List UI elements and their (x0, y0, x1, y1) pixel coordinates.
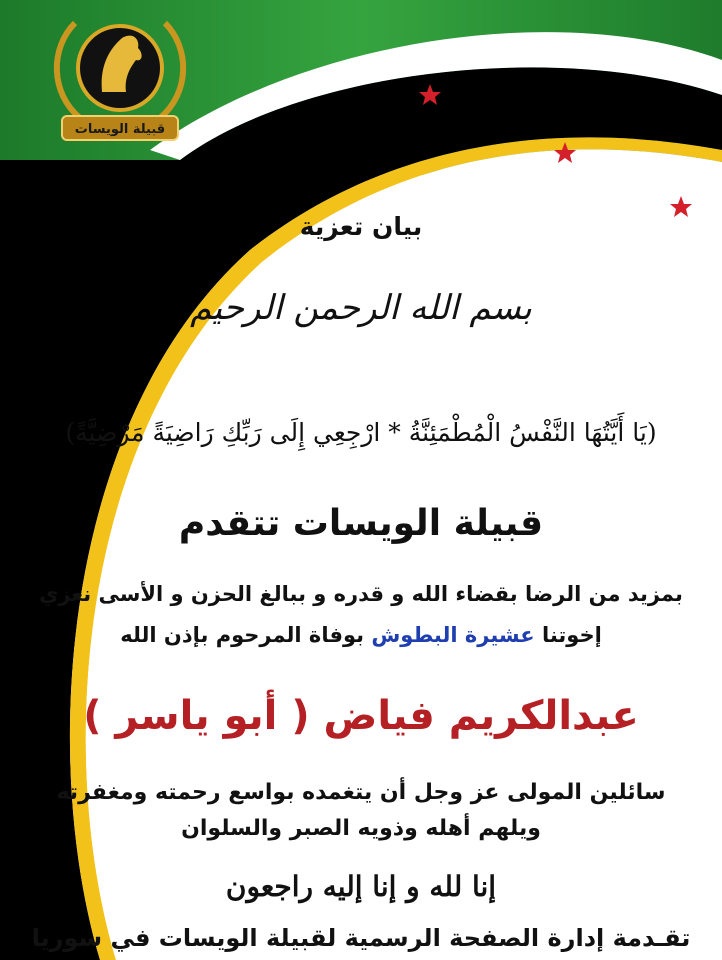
footer-credit: تقـدمة إدارة الصفحة الرسمية لقبيلة الويسات في سوريا (31, 924, 691, 952)
clan-name-highlight: عشيرة البطوش (371, 623, 535, 647)
quran-verse: (يَا أَيَّتُهَا النَّفْسُ الْمُطْمَئِنَّةُ * ارْجِعِي إِلَى رَبِّكِ رَاضِيَةً مَرْضِيَّةً) (65, 418, 657, 447)
basmala-calligraphy: بسم الله الرحمن الرحيم (190, 288, 532, 328)
prayer-line-1: سائلين المولى عز وجل أن يتغمده بواسع رحمته ومغفرته (56, 780, 666, 805)
condolence-line-2 (0, 623, 722, 647)
line2-after: بوفاة المرحوم بإذن الله (120, 623, 364, 647)
logo-caption: قبيلة الويسات (74, 122, 166, 137)
tribe-logo (40, 8, 200, 148)
inna-lillah-calligraphy: إنا لله و إنا إليه راجعون (225, 870, 497, 903)
line2-before: إخوتنا (541, 623, 602, 647)
condolence-line-1: بمزيد من الرضا بقضاء الله و قدره و ببالغ الحزن و الأسى نعزي (39, 582, 683, 606)
deceased-name: عبدالكريم فياض ( أبو ياسر ) (83, 693, 639, 739)
prayer-line-2: ويلهم أهله وذويه الصبر والسلوان (181, 816, 541, 841)
tribe-heading: قبيلة الويسات تتقدم (178, 503, 544, 544)
page-title: بيان تعزية (299, 212, 423, 241)
